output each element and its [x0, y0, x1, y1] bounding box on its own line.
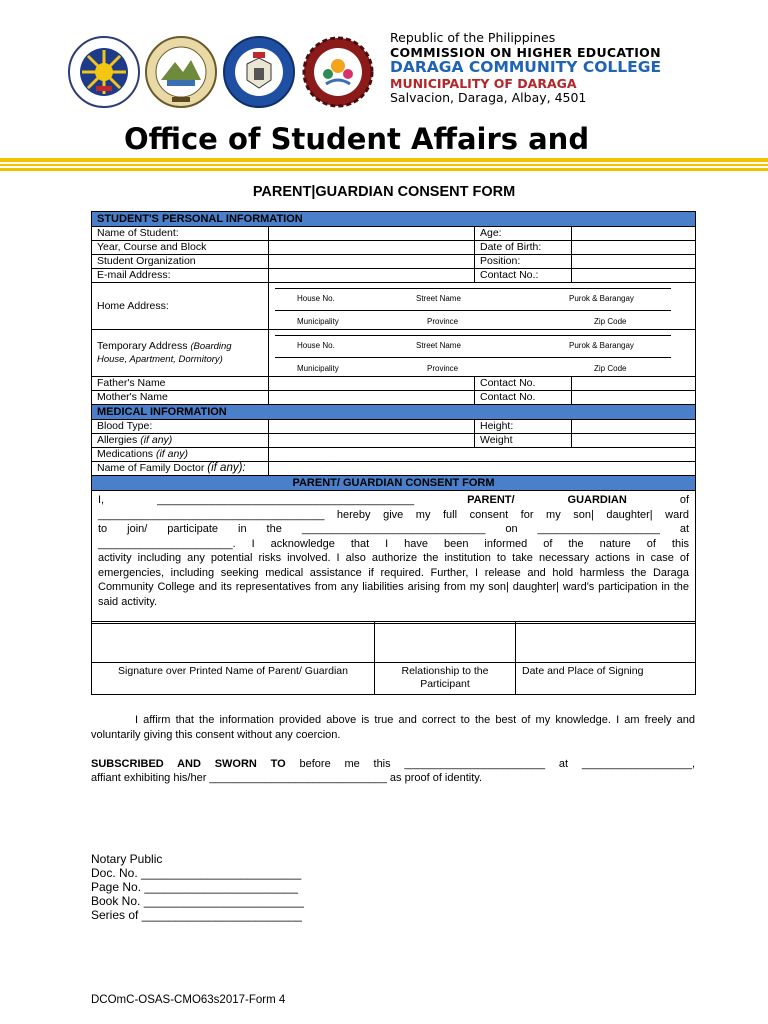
dob-label: Date of Birth: [475, 241, 572, 255]
section-header-consent: PARENT/ GUARDIAN CONSENT FORM [92, 476, 696, 491]
form-row [92, 462, 696, 476]
consent-statement [92, 491, 696, 624]
student-name-blank[interactable]: __________________________________________ [157, 494, 415, 506]
relationship-field[interactable] [375, 622, 516, 663]
doc-no-line[interactable]: Doc. No. ________________________ [91, 866, 302, 880]
father-contact-field[interactable] [572, 377, 696, 391]
form-row [92, 434, 696, 448]
consent-text: of [679, 494, 690, 506]
doctor-label [92, 462, 269, 476]
blood-type-label: Blood Type: [92, 420, 269, 434]
allergies-field[interactable] [269, 434, 475, 448]
municipality-line: MUNICIPALITY OF DARAGA [390, 75, 577, 91]
org-field[interactable] [269, 255, 475, 269]
purok-caption: Purok & Barangay [569, 341, 634, 350]
office-title: Office of Student Affairs and [124, 122, 590, 156]
height-field[interactable] [572, 420, 696, 434]
temp-address-note: (Boarding House, Apartment, Dormitory) [97, 341, 232, 365]
form-row [92, 330, 696, 377]
consent-line [98, 493, 689, 508]
book-no-line[interactable]: Book No. ________________________ [91, 894, 304, 908]
house-no-caption: House No. [297, 341, 335, 350]
position-label: Position: [475, 255, 572, 269]
mother-contact-field[interactable] [572, 391, 696, 405]
medications-title: Medications [97, 448, 154, 460]
doctor-note: (if any): [207, 462, 246, 474]
email-label: E-mail Address: [92, 269, 269, 283]
date-place-caption: Date and Place of Signing [516, 663, 696, 695]
municipality-caption: Municipality [297, 364, 339, 373]
doctor-title: Name of Family Doctor [97, 462, 205, 474]
dob-field[interactable] [572, 241, 696, 255]
medications-label [92, 448, 269, 462]
form-row [92, 269, 696, 283]
position-field[interactable] [572, 255, 696, 269]
sworn-statement [91, 757, 695, 785]
relationship-caption: Relationship to the Participant [375, 663, 516, 695]
email-field[interactable] [269, 269, 475, 283]
purok-caption: Purok & Barangay [569, 294, 634, 303]
temp-address-field[interactable] [269, 330, 696, 377]
ched-line: COMMISSION ON HIGHER EDUCATION [390, 44, 661, 60]
house-no-caption: House No. [297, 294, 335, 303]
consent-paragraph: activity including any potential risks involved. I also authorize the institution to take necessary actions in case of emergencies, including seeking medical assistance if required. Further, I release and hold harmless the Daraga Community College and its representatives from any liabilities arising from my son| daughter| ward's participation in the said activity. [98, 552, 690, 608]
ched-seal-logo [68, 36, 140, 108]
contact-label: Contact No.: [475, 269, 572, 283]
street-caption: Street Name [416, 294, 461, 303]
province-caption: Province [427, 364, 459, 373]
consent-text: hereby give my full consent for my son| daughter| ward [336, 508, 690, 521]
header-divider [0, 158, 768, 162]
weight-label: Weight [475, 434, 572, 448]
consent-line[interactable]: ______________________. I acknowledge that I have been informed of the nature of this [98, 537, 690, 550]
year-course-label: Year, Course and Block [92, 241, 269, 255]
consent-line [98, 508, 689, 523]
age-label: Age: [475, 227, 572, 241]
college-name: DARAGA COMMUNITY COLLEGE [390, 58, 662, 76]
signature-table [91, 621, 696, 695]
consent-line[interactable]: to join/ participate in the ______________________________ on ____________________ at [98, 523, 690, 535]
header-divider [0, 164, 768, 166]
father-label: Father's Name [92, 377, 269, 391]
consent-guardian-word: GUARDIAN [567, 494, 627, 506]
doctor-field[interactable] [269, 462, 696, 476]
weight-field[interactable] [572, 434, 696, 448]
allergies-title: Allergies [97, 434, 138, 446]
municipality-seal-logo [145, 36, 217, 108]
section-header-personal: STUDENT'S PERSONAL INFORMATION [92, 212, 696, 227]
notary-block [91, 852, 304, 922]
notary-title: Notary Public [91, 852, 163, 866]
temp-address-label [92, 330, 269, 377]
blood-type-field[interactable] [269, 420, 475, 434]
home-address-field[interactable] [269, 283, 696, 330]
mother-label: Mother's Name [92, 391, 269, 405]
affirmation-paragraph [91, 713, 695, 743]
logo-row [68, 36, 388, 108]
province-caption: Province [427, 317, 459, 326]
zip-caption: Zip Code [594, 364, 627, 373]
series-line[interactable]: Series of ________________________ [91, 908, 302, 922]
father-contact-label: Contact No. [475, 377, 572, 391]
form-title: PARENT|GUARDIAN CONSENT FORM [252, 184, 516, 200]
section-header-medical: MEDICAL INFORMATION [92, 405, 696, 420]
age-field[interactable] [572, 227, 696, 241]
sworn-line-1[interactable]: before me this _______________________ at __________________, [299, 758, 696, 770]
date-place-field[interactable] [516, 622, 696, 663]
municipality-caption: Municipality [297, 317, 339, 326]
form-row [92, 227, 696, 241]
form-row [92, 420, 696, 434]
mother-field[interactable] [269, 391, 475, 405]
consent-form-table [91, 211, 696, 624]
consent-parent-word: PARENT/ [467, 494, 515, 506]
signature-caption: Signature over Printed Name of Parent/ Guardian [92, 663, 375, 695]
osas-seal-logo [302, 36, 374, 108]
form-row [92, 377, 696, 391]
header-divider [0, 168, 768, 171]
address-line: Salvacion, Daraga, Albay, 4501 [390, 90, 587, 105]
college-seal-logo [223, 36, 295, 108]
street-caption: Street Name [416, 341, 461, 350]
form-row [92, 255, 696, 269]
form-code-footer: DCOmC-OSAS-CMO63s2017-Form 4 [91, 994, 286, 1006]
form-row [92, 283, 696, 330]
allergies-label [92, 434, 269, 448]
contact-field[interactable] [572, 269, 696, 283]
year-course-field[interactable] [269, 241, 475, 255]
medications-note: (if any) [155, 448, 189, 460]
republic-line: Republic of the Philippines [390, 30, 556, 45]
father-field[interactable] [269, 377, 475, 391]
name-label: Name of Student: [92, 227, 269, 241]
guardian-name-blank[interactable]: _____________________________________ [98, 508, 325, 521]
org-label: Student Organization [92, 255, 269, 269]
zip-caption: Zip Code [594, 317, 627, 326]
name-field[interactable] [269, 227, 475, 241]
sworn-heading: SUBSCRIBED AND SWORN TO [91, 758, 286, 770]
medications-field[interactable] [269, 448, 696, 462]
home-address-label: Home Address: [92, 283, 269, 330]
signature-field[interactable] [92, 622, 375, 663]
mother-contact-label: Contact No. [475, 391, 572, 405]
page-no-line[interactable]: Page No. _______________________ [91, 880, 298, 894]
consent-text: I, [98, 494, 105, 506]
sworn-line-2[interactable]: affiant exhibiting his/her _____________________________ as proof of identity. [91, 772, 483, 784]
form-row [92, 448, 696, 462]
height-label: Height: [475, 420, 572, 434]
form-row [92, 391, 696, 405]
form-row [92, 241, 696, 255]
temp-address-title: Temporary Address [97, 340, 188, 352]
allergies-note: (if any) [140, 434, 173, 446]
institution-header [390, 32, 661, 105]
affirmation-text: I affirm that the information provided above is true and correct to the best of my knowledge. I am freely and voluntarily giving this consent without any coercion. [91, 714, 695, 741]
